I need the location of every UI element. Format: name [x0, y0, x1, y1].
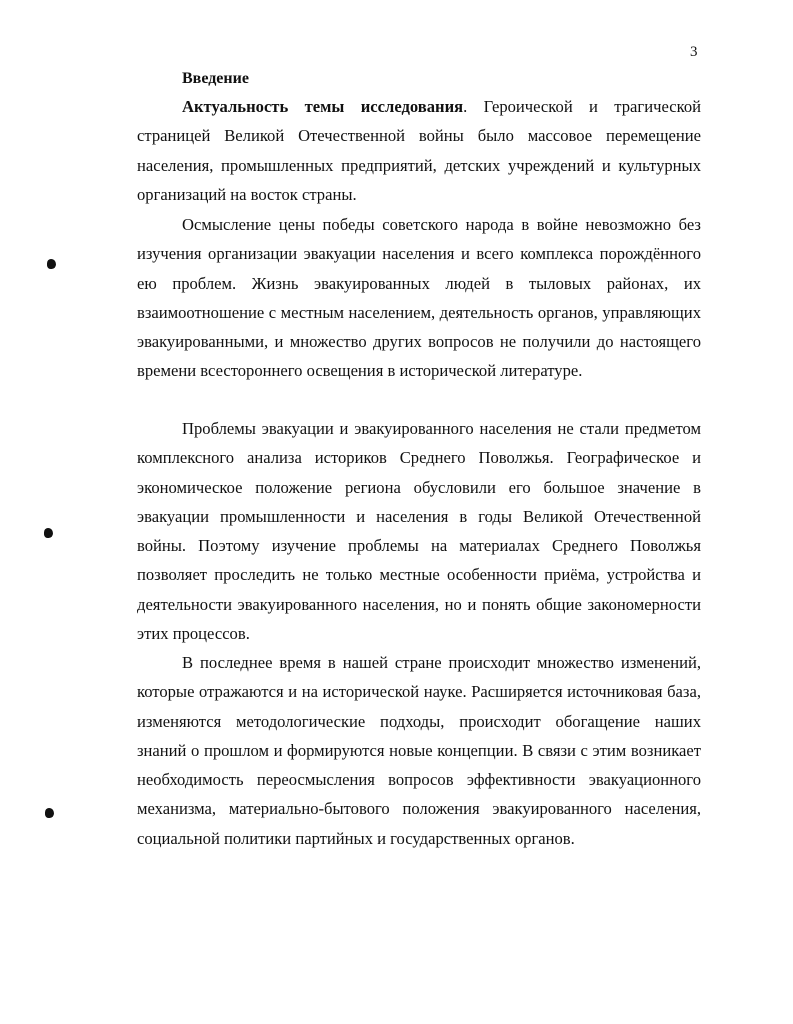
binding-hole-mark	[47, 259, 56, 269]
binding-hole-mark	[44, 528, 53, 538]
page-number: 3	[690, 44, 698, 60]
paragraph-victory-cost: Осмысление цены победы советского народа в войне невозможно без изучения организации эвакуации населения и всего комплекса порождённого ею проблем. Жизнь эвакуированных людей в тыловых районах, их взаимоотношение с местным населением, деятельность органов, управляющих эвакуированными, и множество других вопросов не получили до настоящего времени всестороннего освещения в исторической литературе.	[137, 215, 701, 381]
paragraph-lead-bold: Актуальность темы исследования	[182, 97, 464, 116]
paragraph-recent-changes: В последнее время в нашей стране происходит множество изменений, которые отражаются и на исторической науке. Расширяется источниковая база, изменяются методологические подходы, происходит обогащение наших знаний о прошлом и формируются новые концепции. В связи с этим возникает необходимость переосмысления вопросов эффективности эвакуационного механизма, материально-бытового положения эвакуированного населения, социальной политики партийных и государственных органов.	[137, 653, 701, 848]
binding-hole-mark	[45, 808, 54, 818]
paragraph-relevance	[137, 92, 701, 209]
paragraph-text: . Героической и трагической страницей Великой Отечественной войны было массовое перемещение населения, промышленных предприятий, детских учреждений и культурных организаций на восток страны.	[137, 97, 701, 204]
section-heading: Введение	[182, 70, 249, 87]
paragraph-middle-volga: Проблемы эвакуации и эвакуированного населения не стали предметом комплексного анализа историков Среднего Поволжья. Географическое и экономическое положение региона обусловили его большое значение в эвакуации промышленности и населения в годы Великой Отечественной войны. Поэтому изучение проблемы на материалах Среднего Поволжья позволяет проследить не только местные особенности приёма, устройства и деятельности эвакуированного населения, но и понять общие закономерности этих процессов.	[137, 419, 701, 644]
